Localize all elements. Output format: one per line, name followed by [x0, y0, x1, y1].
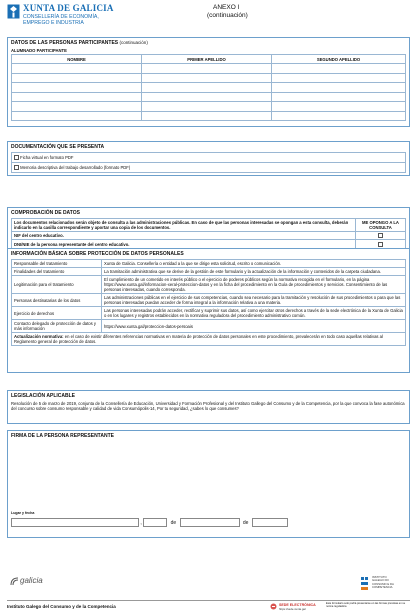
- de-sep-2: de: [242, 519, 249, 526]
- oppose-checkbox[interactable]: [378, 242, 383, 247]
- table-row: [12, 102, 406, 112]
- table-row: [12, 333, 406, 346]
- participants-title: DATOS DE LAS PERSONAS PARTICIPANTES: [11, 40, 119, 46]
- annex-subtitle: (continuación): [207, 12, 248, 19]
- privacy-row-text: Las personas interesadas podrán acceder, rectificar y suprimir sus datos, así como ejercitar otros derechos a través de la sede electrónica de la Xunta de Galicia o en los lugares y registros establecidos en la normativa reguladora del procedimiento administrativo común.: [102, 307, 406, 320]
- check-row-label: DNI/NIE de la persona representante del centro educativo.: [12, 240, 356, 248]
- doc-item-label: Ficha virtual en formato PDF: [20, 154, 74, 160]
- col-segundo-apellido: SEGUNDO APELLIDO: [272, 55, 406, 64]
- segundo-apellido-field[interactable]: [272, 83, 406, 93]
- checks-intro: Los documentos relacionados serán objeto de consulta a las administraciones públicas. En caso de que las personas interesadas se opongan a esta consulta, deberán indicarlo en la casilla correspondiente y aportar una copia de los documentos.: [12, 219, 356, 232]
- privacy-row-text: La tramitación administrativa que se derive de la gestión de este formulario y la actualización de la información y contenidos de la carpeta ciudadana.: [102, 268, 406, 276]
- galicia-logo-text: galicia: [20, 576, 43, 585]
- sede-label: SEDE ELECTRÓNICA: [279, 603, 316, 607]
- table-row: [12, 92, 406, 102]
- privacy-row-label: Responsable del tratamiento: [12, 260, 102, 268]
- checks-section: [7, 207, 410, 249]
- igcc-line: COMPETENCIA: [372, 585, 393, 590]
- table-row: [12, 64, 406, 74]
- table-row: [12, 320, 406, 333]
- oppose-header: ME OPONGO A LA CONSULTA: [356, 219, 406, 232]
- sede-icon: [270, 603, 277, 610]
- igcc-mark-icon: [360, 576, 370, 592]
- igcc-logo: [360, 576, 410, 596]
- sede-text: Este formulario solo podrá presentarse en las formas previstas en su norma reguladora: [326, 602, 406, 609]
- table-row: [12, 111, 406, 121]
- signature-section: [7, 430, 410, 538]
- primer-apellido-field[interactable]: [142, 83, 272, 93]
- table-row: [12, 260, 406, 268]
- primer-apellido-field[interactable]: [142, 111, 272, 121]
- documentation-section: [7, 141, 410, 176]
- privacy-row-label: Personas destinatarias de los datos: [12, 294, 102, 307]
- segundo-apellido-field[interactable]: [272, 73, 406, 83]
- participants-title-suffix: (continuación): [119, 40, 148, 45]
- segundo-apellido-field[interactable]: [272, 102, 406, 112]
- comma-sep: ,: [140, 519, 142, 526]
- footer-left-text: Instituto Galego del Consumo y de la Competencia: [7, 604, 116, 609]
- documentation-title: DOCUMENTACIÓN QUE SE PRESENTA: [11, 144, 105, 150]
- students-table: [11, 54, 406, 121]
- segundo-apellido-field[interactable]: [272, 111, 406, 121]
- year-field[interactable]: [252, 518, 288, 527]
- doc-checkbox[interactable]: [14, 165, 19, 170]
- doc-checkbox[interactable]: [14, 155, 19, 160]
- privacy-row-text: Xunta de Galicia. Consellería o entidad a la que se dirige esta solicitud, escrito o comunicación.: [102, 260, 406, 268]
- privacy-contact-link[interactable]: https://www.xunta.gal/proteccion-datos-persoais: [102, 320, 406, 333]
- col-nombre: NOMBRE: [12, 55, 142, 64]
- org-sub1: CONSELLERÍA DE ECONOMÍA,: [23, 14, 99, 20]
- oppose-checkbox[interactable]: [378, 233, 383, 238]
- list-item: [12, 153, 406, 163]
- privacy-row-text: Las administraciones públicas en el ejercicio de sus competencias, cuando sea necesario para la tramitación y resolución de sus procedimientos o para que las personas interesadas puedan acceder de forma integral a la información relativa a una materia.: [102, 294, 406, 307]
- privacy-title: INFORMACIÓN BÁSICA SOBRE PROTECCIÓN DE DATOS PERSONALES: [11, 251, 184, 257]
- privacy-row-label: Contacto delegado de protección de datos y más información: [12, 320, 102, 333]
- place-field[interactable]: [11, 518, 142, 527]
- doc-item-label: Memoria descriptiva del trabajo desarrollado (formato PDF): [20, 164, 131, 170]
- place-date-row: [11, 518, 288, 527]
- xunta-emblem-icon: [7, 4, 20, 19]
- primer-apellido-field[interactable]: [142, 102, 272, 112]
- privacy-row-label: Finalidades del tratamiento: [12, 268, 102, 276]
- nombre-field[interactable]: [12, 73, 142, 83]
- sede-url: https://sede.xunta.gal: [279, 607, 306, 611]
- nombre-field[interactable]: [12, 102, 142, 112]
- igcc-line: CONSUMO E DA: [372, 581, 394, 586]
- student-label: ALUMNADO PARTICIPANTE: [11, 48, 67, 53]
- de-sep-1: de: [170, 519, 177, 526]
- primer-apellido-field[interactable]: [142, 92, 272, 102]
- segundo-apellido-field[interactable]: [272, 92, 406, 102]
- day-field[interactable]: [143, 518, 167, 527]
- legislation-title: LEGISLACIÓN APLICABLE: [11, 393, 75, 399]
- participants-section: [7, 37, 410, 127]
- signature-title: FIRMA DE LA PERSONA REPRESENTANTE: [11, 433, 114, 439]
- privacy-table: [11, 259, 406, 346]
- igcc-line: INSTITUTO: [372, 575, 387, 579]
- nombre-field[interactable]: [12, 92, 142, 102]
- table-row: [12, 73, 406, 83]
- list-item: [12, 163, 406, 173]
- privacy-row-label: Ejercicio de derechos: [12, 307, 102, 320]
- annex-title: ANEXO I: [213, 4, 240, 11]
- segundo-apellido-field[interactable]: [272, 64, 406, 74]
- privacy-row-text: El cumplimiento de un cometido en interés público o el ejercicio de poderes públicos según la normativa recogida en el formulario, en la página https://www.xunta.gal/informacion-xeral-proteccion-datos y en la ficha del procedimiento en la Guía de procedimientos y servicios. Consentimiento de las personas interesadas, cuando corresponda.: [102, 276, 406, 294]
- check-row-label: NIF del centro educativo.: [12, 232, 356, 240]
- igcc-line: GALEGO DO: [372, 578, 389, 583]
- table-row: [12, 307, 406, 320]
- sede-electronica[interactable]: [270, 602, 410, 613]
- col-primer-apellido: PRIMER APELLIDO: [142, 55, 272, 64]
- nombre-field[interactable]: [12, 64, 142, 74]
- table-row: [12, 294, 406, 307]
- nombre-field[interactable]: [12, 83, 142, 93]
- nombre-field[interactable]: [12, 111, 142, 121]
- legislation-text: Resolución de 5 de marzo de 2019, conjunta de la Consellería de Educación, Universidad y Formación Profesional y del Instituto Gallego del Consumo y de la Competencia, por la que convoca la fase autonómica del concurso sobre consumo responsable y calidad de vida Consumópolis-14, Por tu seguridad, ¿sabes lo que consumes?: [11, 401, 405, 412]
- org-sub2: EMPREGO E INDUSTRIA: [23, 20, 84, 26]
- galicia-logo: [10, 576, 50, 588]
- table-row: [12, 268, 406, 276]
- table-row: [12, 276, 406, 294]
- checks-table: [11, 218, 406, 249]
- checks-title: COMPROBACIÓN DE DATOS: [11, 210, 80, 216]
- place-date-label: Lugar y fecha: [11, 511, 35, 515]
- table-row: [12, 232, 406, 240]
- table-row: [12, 83, 406, 93]
- galicia-mark-icon: [10, 577, 19, 586]
- privacy-update-text: en el caso de existir diferentes referencias normativas en materia de protección de datos personales en este procedimiento, prevalecerán en todo caso aquellas relativas al Reglamento general de protección de datos.: [14, 334, 383, 345]
- footer-divider: [7, 600, 410, 601]
- privacy-update-label: Actualización normativa:: [14, 334, 64, 340]
- month-field[interactable]: [180, 518, 240, 527]
- documentation-table: [11, 152, 406, 173]
- header: [7, 3, 410, 35]
- legislation-section: [7, 390, 410, 424]
- org-name: XUNTA DE GALICIA: [23, 3, 114, 13]
- privacy-section: [7, 248, 410, 373]
- primer-apellido-field[interactable]: [142, 64, 272, 74]
- xunta-logo: [7, 3, 157, 31]
- privacy-row-label: Legitimación para el tratamiento: [12, 276, 102, 294]
- primer-apellido-field[interactable]: [142, 73, 272, 83]
